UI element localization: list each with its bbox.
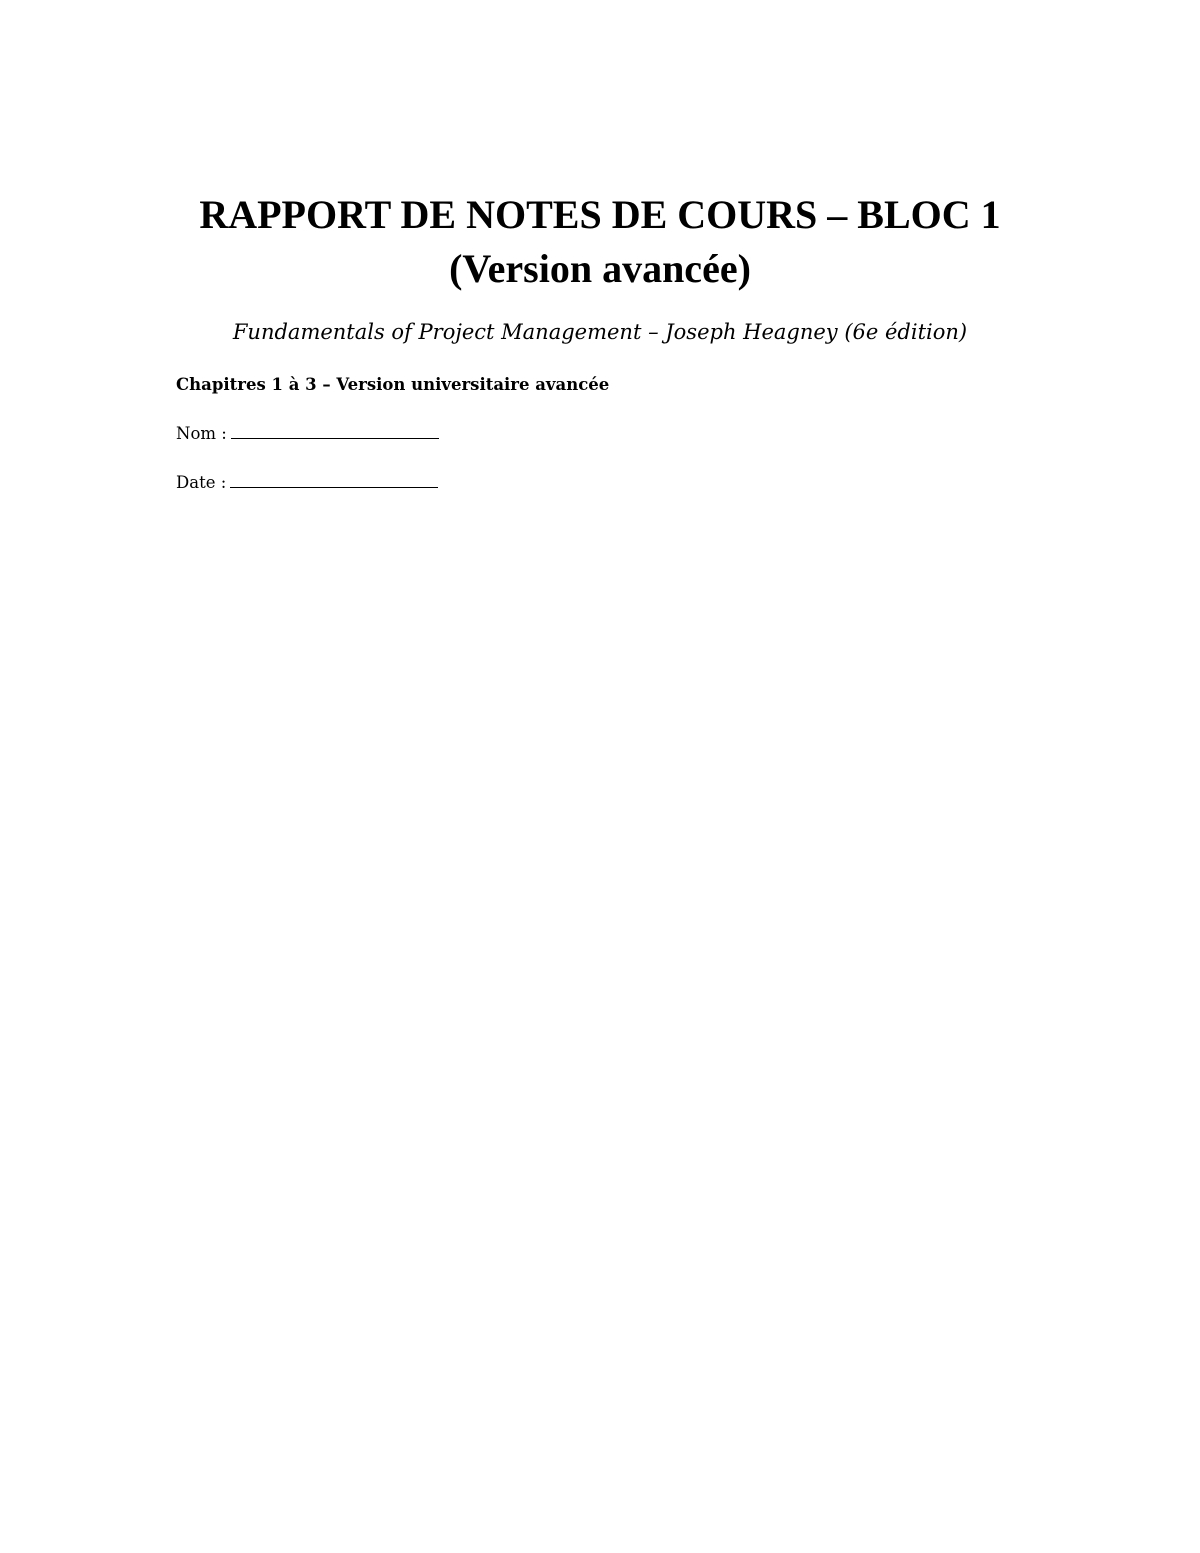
name-blank-line[interactable] (231, 423, 439, 439)
date-label: Date : (176, 473, 227, 492)
title-line-2: (Version avancée) (449, 246, 751, 291)
chapters-heading: Chapitres 1 à 3 – Version universitaire avancée (176, 375, 610, 394)
book-subtitle: Fundamentals of Project Management – Joseph Heagney (6e édition) (232, 320, 968, 344)
name-label: Nom : (176, 424, 227, 443)
document-title (0, 188, 1200, 296)
title-line-1: RAPPORT DE NOTES DE COURS – BLOC 1 (199, 192, 1001, 237)
date-field (176, 472, 438, 494)
name-field (176, 423, 439, 445)
date-blank-line[interactable] (230, 472, 438, 488)
